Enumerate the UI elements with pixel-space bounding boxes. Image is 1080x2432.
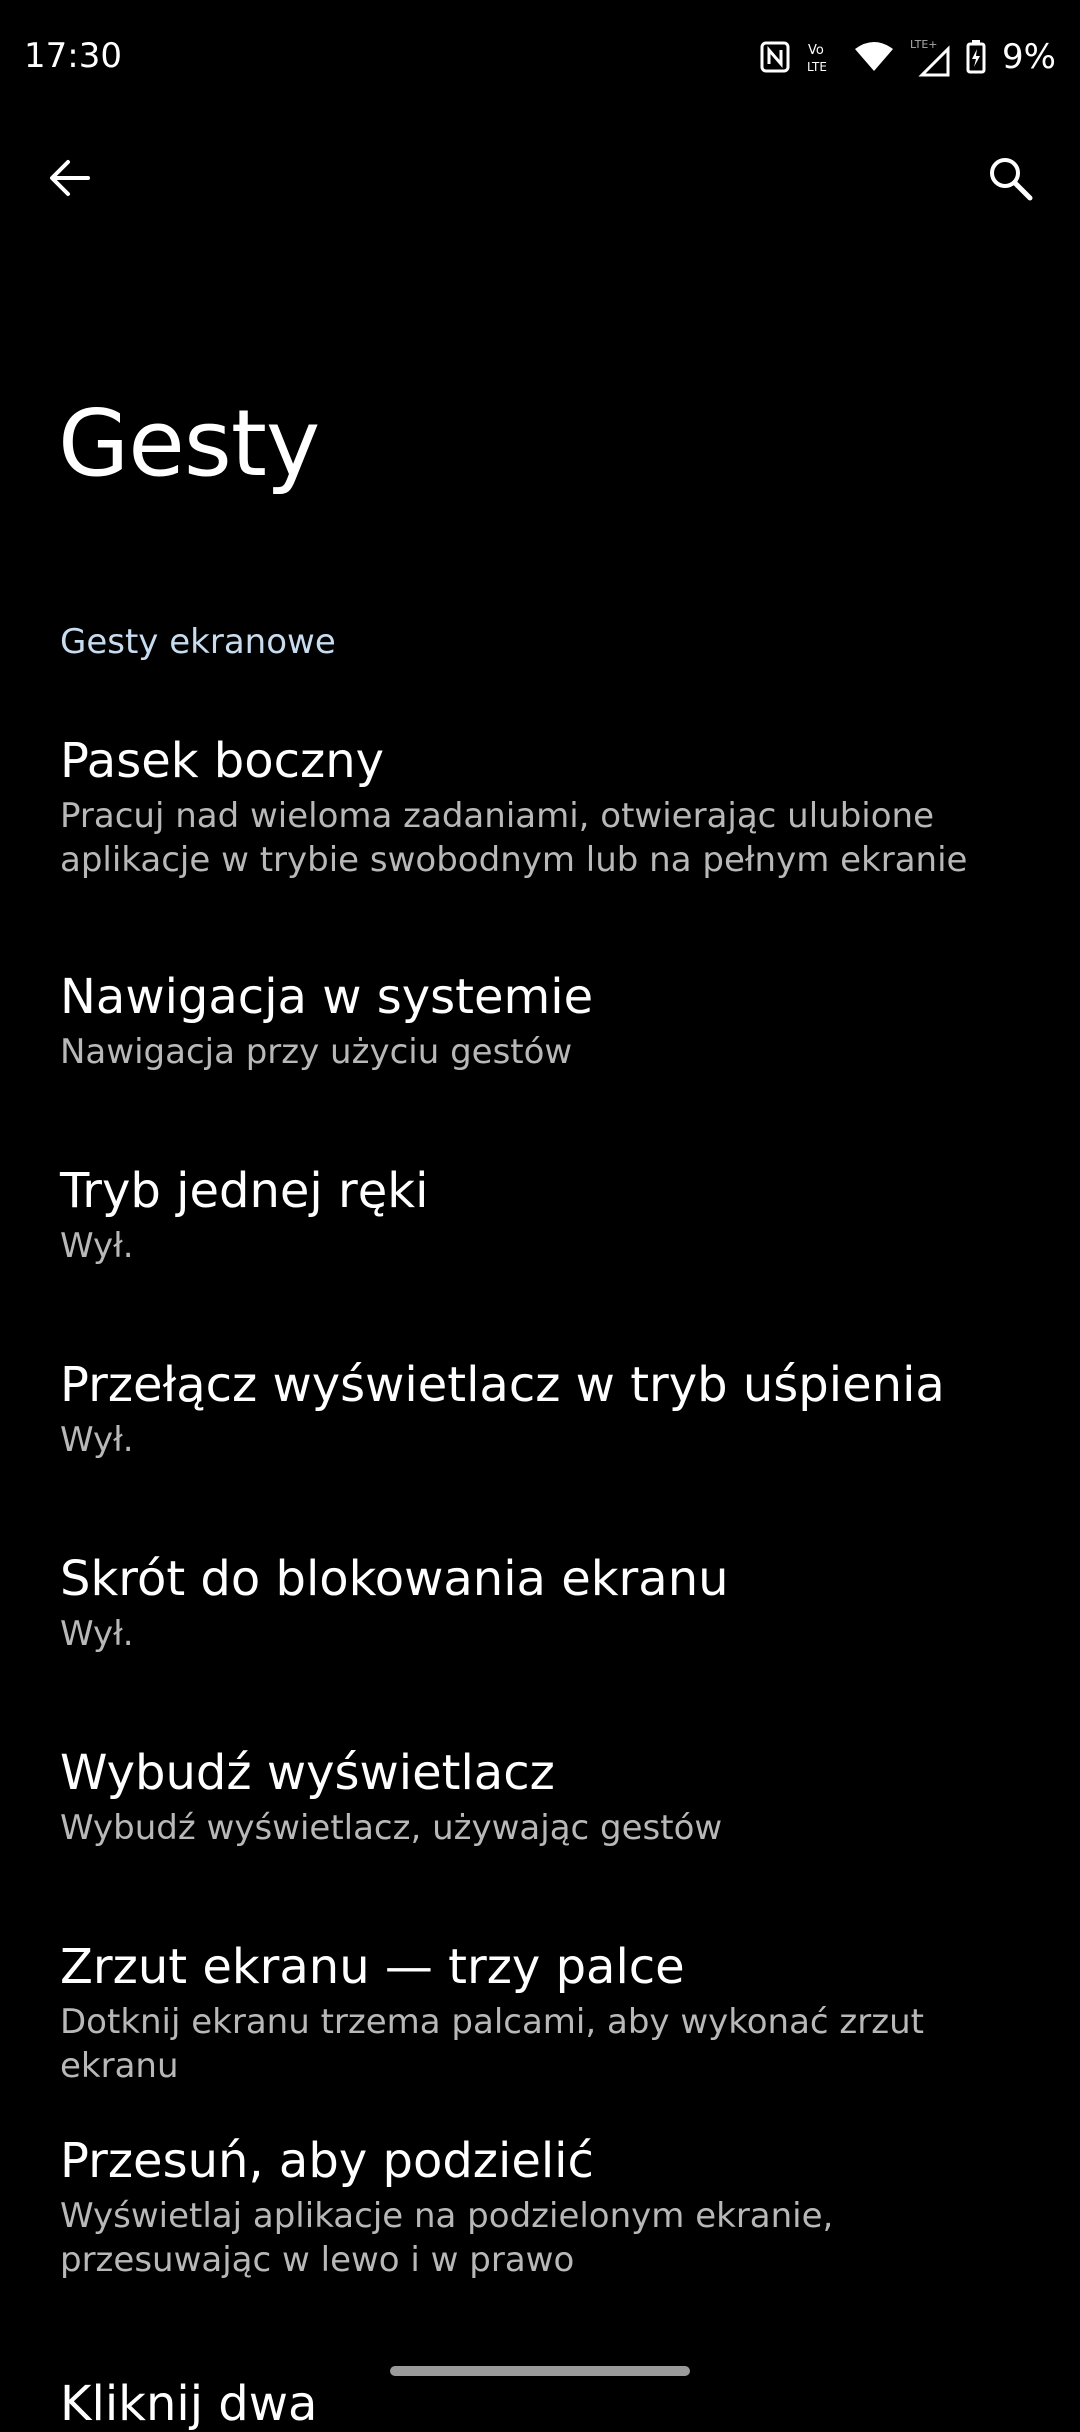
setting-title: Pasek boczny <box>60 733 385 789</box>
setting-wake-display[interactable] <box>0 1742 1080 1850</box>
setting-sidebar[interactable] <box>0 730 1080 882</box>
battery-percentage: 9% <box>1002 37 1056 77</box>
setting-title: Tryb jednej ręki <box>60 1163 429 1219</box>
svg-text:LTE: LTE <box>807 60 827 74</box>
setting-one-hand-mode[interactable] <box>0 1160 1080 1268</box>
setting-summary: Wył. <box>60 1226 134 1266</box>
setting-title: Zrzut ekranu — trzy palce <box>60 1939 685 1995</box>
wifi-icon <box>854 41 894 73</box>
toolbar <box>0 130 1080 230</box>
volte-icon <box>804 39 840 75</box>
setting-sleep-display[interactable] <box>0 1354 1080 1462</box>
setting-partial-next[interactable]: Kliknij dwa <box>60 2376 318 2432</box>
status-time: 17:30 <box>24 36 122 76</box>
setting-title: Wybudź wyświetlacz <box>60 1745 555 1801</box>
cellular-signal-icon <box>908 37 952 77</box>
gesture-nav-handle[interactable] <box>390 2366 690 2376</box>
arrow-left-icon <box>48 156 92 204</box>
section-header: Gesty ekranowe <box>60 622 336 662</box>
setting-lock-screen-shortcut[interactable] <box>0 1548 1080 1656</box>
back-button[interactable] <box>30 140 110 220</box>
setting-title: Przełącz wyświetlacz w tryb uśpienia <box>60 1357 945 1413</box>
status-bar <box>0 0 1080 110</box>
setting-summary: Nawigacja przy użyciu gestów <box>60 1032 573 1072</box>
setting-summary: Wył. <box>60 1614 134 1654</box>
search-button[interactable] <box>970 140 1050 220</box>
battery-icon <box>966 40 986 74</box>
setting-system-navigation[interactable] <box>0 966 1080 1074</box>
setting-title: Nawigacja w systemie <box>60 969 594 1025</box>
setting-summary: Wył. <box>60 1420 134 1460</box>
nfc-icon <box>760 41 790 73</box>
svg-text:Vo: Vo <box>808 43 824 58</box>
search-icon <box>986 154 1034 206</box>
setting-summary: Dotknij ekranu trzema palcami, aby wykonać zrzut ekranu <box>60 2002 924 2086</box>
setting-three-finger-screenshot[interactable] <box>0 1936 1080 2088</box>
svg-text:LTE+: LTE+ <box>910 38 938 51</box>
status-icons <box>760 30 1056 84</box>
setting-swipe-to-split[interactable] <box>0 2130 1080 2282</box>
setting-summary: Wybudź wyświetlacz, używając gestów <box>60 1808 723 1848</box>
setting-summary: Wyświetlaj aplikacje na podzielonym ekranie, przesuwając w lewo i w prawo <box>60 2196 834 2280</box>
setting-title: Skrót do blokowania ekranu <box>60 1551 729 1607</box>
setting-summary: Pracuj nad wieloma zadaniami, otwierając ulubione aplikacje w trybie swobodnym lub na pełnym ekranie <box>60 796 968 880</box>
setting-title: Przesuń, aby podzielić <box>60 2133 594 2189</box>
page-title: Gesty <box>58 390 320 497</box>
